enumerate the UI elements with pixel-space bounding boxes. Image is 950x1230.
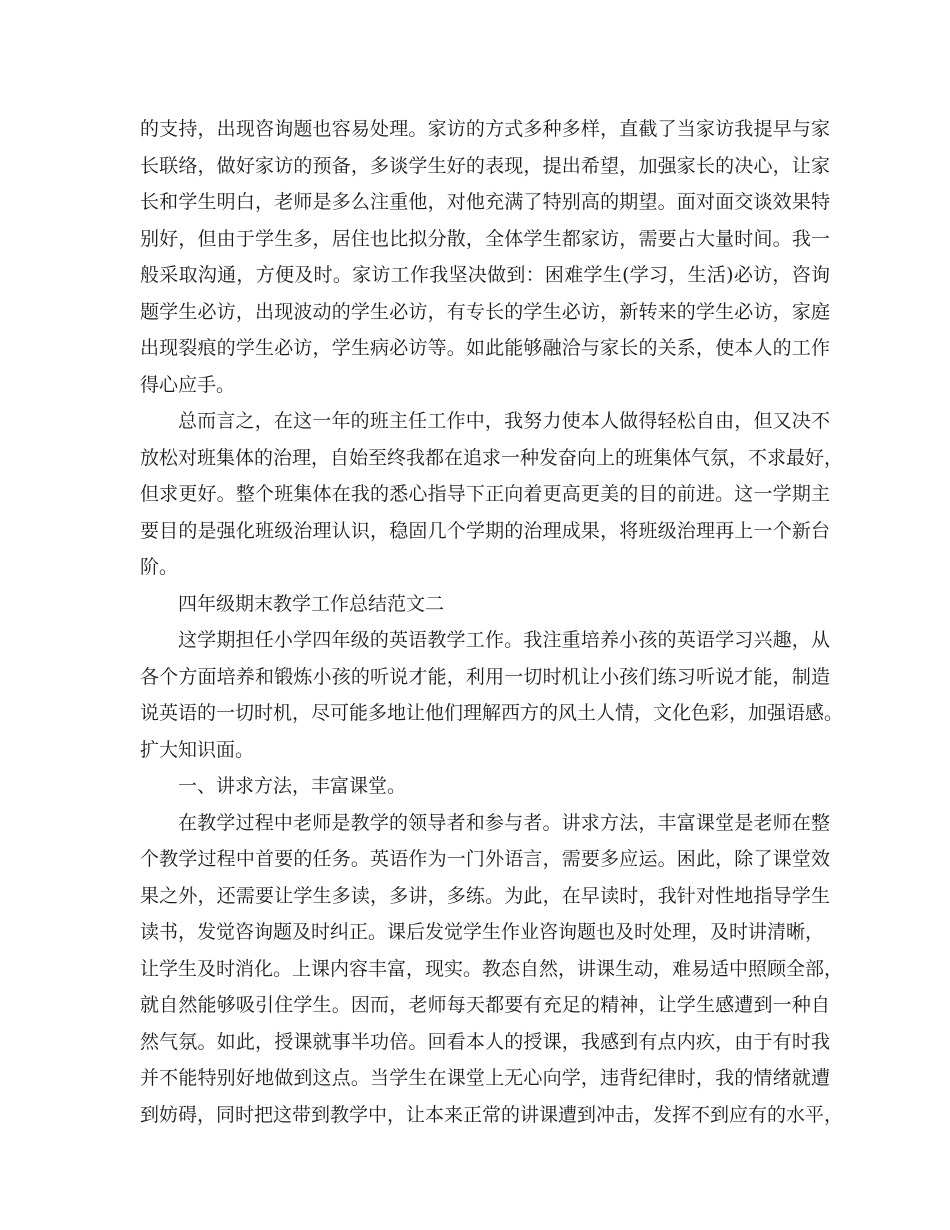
text-line: 长联络，做好家访的预备，多谈学生好的表现，提出希望，加强家长的决心，让家 — [140, 154, 830, 177]
text-line: 让学生及时消化。上课内容丰富，现实。教态自然，讲课生动，难易适中照顾全部， — [140, 957, 844, 980]
text-line: 然气氛。如此，授课就事半功倍。回看本人的授课，我感到有点内疚，由于有时我 — [140, 1030, 830, 1053]
text-line: 得心应手。 — [140, 373, 236, 396]
text-line: 并不能特别好地做到这点。当学生在课堂上无心向学，违背纪律时，我的情绪就遭 — [140, 1067, 830, 1089]
text-line: 的支持，出现咨询题也容易处理。家访的方式多种多样，直截了当家访我提早与家 — [140, 118, 830, 140]
text-line: 个教学过程中首要的任务。英语作为一门外语言，需要多应运。困此，除了课堂效 — [140, 848, 830, 870]
text-line: 各个方面培养和锻炼小孩的听说才能，利用一切时机让小孩们练习听说才能，制造 — [140, 665, 830, 688]
section-heading — [140, 586, 830, 623]
text-line: 般采取沟通，方便及时。家访工作我坚决做到：困难学生(学习，生活)必访，咨询 — [140, 264, 830, 286]
text-line: 到妨碍，同时把这带到教学中，让本来正常的讲课遭到冲击，发挥不到应有的水平， — [140, 1103, 844, 1126]
text-line: 别好，但由于学生多，居住也比拟分散，全体学生都家访，需要占大量时间。我一 — [140, 227, 830, 250]
subheading-text: 一、讲求方法，丰富课堂。 — [178, 775, 407, 797]
paragraph-home-visits — [140, 111, 830, 403]
text-line: 但求更好。整个班集体在我的悉心指导下正向着更高更美的目的前进。这一学期主 — [140, 483, 830, 505]
text-line: 要目的是强化班级治理认识，稳固几个学期的治理成果，将班级治理再上一个新台 — [140, 519, 830, 542]
paragraph-teaching-methods — [140, 805, 844, 1134]
document-body — [140, 111, 844, 1133]
text-line: 说英语的一切时机，尽可能多地让他们理解西方的风土人情，文化色彩，加强语感。 — [140, 702, 844, 724]
subsection-heading — [140, 768, 830, 805]
text-line: 这学期担任小学四年级的英语教学工作。我注重培养小孩的英语学习兴趣，从 — [178, 629, 830, 651]
text-line: 长和学生明白，老师是多么注重他，对他充满了特别高的期望。面对面交谈效果特 — [140, 191, 830, 213]
heading-text: 四年级期末教学工作总结范文二 — [178, 592, 445, 615]
text-line: 总而言之，在这一年的班主任工作中，我努力使本人做得轻松自由，但又决不 — [178, 410, 830, 432]
text-line: 阶。 — [140, 556, 179, 578]
text-line: 放松对班集体的治理，自始至终我都在追求一种发奋向上的班集体气氛，不求最好， — [140, 446, 844, 469]
text-line: 扩大知识面。 — [140, 738, 255, 761]
text-line: 果之外，还需要让学生多读，多讲，多练。为此，在早读时，我针对性地指导学生 — [140, 884, 830, 907]
paragraph-english-teaching — [140, 622, 844, 768]
text-line: 题学生必访，出现波动的学生必访，有专长的学生必访，新转来的学生必访，家庭 — [140, 300, 830, 323]
text-line: 出现裂痕的学生必访，学生病必访等。如此能够融洽与家长的关系，使本人的工作 — [140, 337, 830, 359]
text-line: 读书，发觉咨询题及时纠正。课后发觉学生作业咨询题也及时处理，及时讲清晰， — [140, 921, 825, 943]
paragraph-summary — [140, 403, 844, 586]
text-line: 在教学过程中老师是教学的领导者和参与者。讲求方法，丰富课堂是老师在整 — [178, 811, 830, 834]
text-line: 就自然能够吸引住学生。因而，老师每天都要有充足的精神，让学生感遭到一种自 — [140, 994, 830, 1016]
